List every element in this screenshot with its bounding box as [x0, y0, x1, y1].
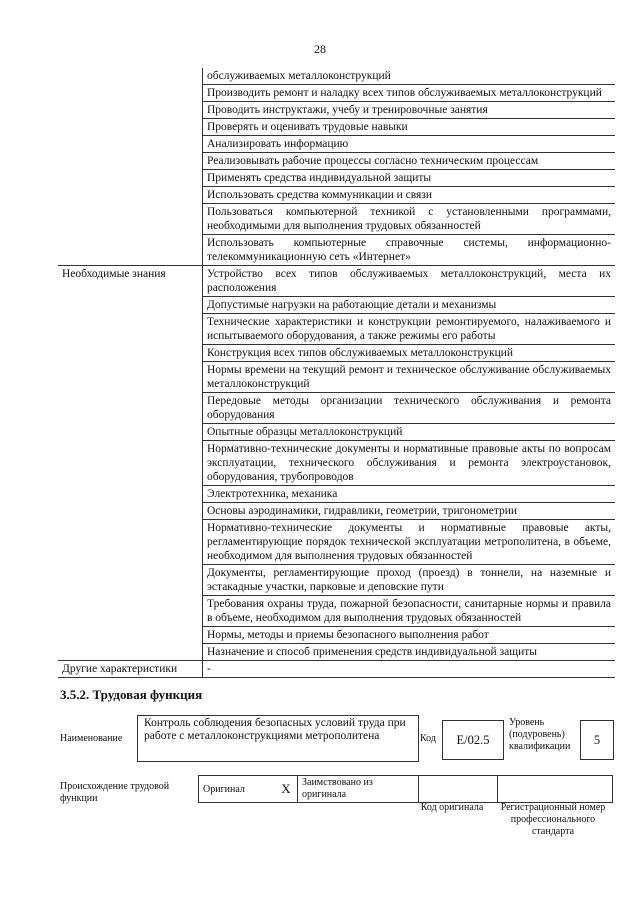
row-item-cell: Основы аэродинамики, гидравлики, геометрии, тригонометрии	[203, 503, 616, 520]
row-item-cell: Нормы времени на текущий ремонт и техническое обслуживание обслуживаемых металлоконструкций	[203, 362, 616, 393]
row-item-cell: Опытные образцы металлоконструкций	[203, 424, 616, 441]
row-item-cell: обслуживаемых металлоконструкций	[203, 68, 616, 85]
row-label-cell	[58, 520, 203, 565]
row-label-cell	[58, 644, 203, 661]
table-row	[58, 627, 615, 644]
row-item-cell: -	[203, 661, 616, 678]
table-row	[58, 266, 615, 297]
row-item-cell: Применять средства индивидуальной защиты	[203, 170, 616, 187]
table-row	[58, 119, 615, 136]
row-item-cell: Реализовывать рабочие процессы согласно техническим процессам	[203, 153, 616, 170]
row-item-cell: Документы, регламентирующие проход (проезд) в тоннели, на наземные и эстакадные участки, парковые и деповские пути	[203, 565, 616, 596]
row-item-cell: Нормативно-технические документы и нормативные правовые акты по вопросам эксплуатации, технического обслуживания и ремонта электроустановок, оборудования, трубопроводов	[203, 441, 616, 486]
table-row	[58, 503, 615, 520]
table-row	[58, 314, 615, 345]
row-label-cell	[58, 362, 203, 393]
row-item-cell: Нормативно-технические документы и нормативные правовые акты, регламентирующие порядок технической эксплуатации метрополитена, в объеме, необходимом для выполнения трудовых обязанностей	[203, 520, 616, 565]
row-label-cell	[58, 153, 203, 170]
qualification-level: 5	[580, 720, 614, 760]
table-row	[58, 85, 615, 102]
row-label-cell	[58, 119, 203, 136]
row-label-cell	[58, 170, 203, 187]
registration-number-cell	[498, 776, 613, 803]
row-label-cell	[58, 441, 203, 486]
row-item-cell: Проверять и оценивать трудовые навыки	[203, 119, 616, 136]
table-row	[58, 644, 615, 661]
table-row	[58, 68, 615, 85]
registration-number-caption: Регистрационный номер профессионального стандарта	[500, 802, 606, 837]
table-row	[58, 565, 615, 596]
row-label-cell	[58, 565, 203, 596]
row-item-cell: Конструкция всех типов обслуживаемых металлоконструкций	[203, 345, 616, 362]
table-row	[58, 345, 615, 362]
row-item-cell: Требования охраны труда, пожарной безопасности, санитарные нормы и правила в объеме, необходимом для выполнения трудовых обязанностей	[203, 596, 616, 627]
row-label-cell	[58, 486, 203, 503]
table-row	[58, 170, 615, 187]
table-row	[58, 596, 615, 627]
table-row	[58, 424, 615, 441]
original-code-caption: Код оригинала	[420, 802, 484, 813]
origin-label: Происхождение трудовой функции	[60, 781, 170, 804]
row-label-cell	[58, 102, 203, 119]
function-code-label: Код	[420, 733, 436, 744]
row-label-cell	[58, 297, 203, 314]
table-row	[58, 393, 615, 424]
row-label-cell	[58, 136, 203, 153]
row-label-cell	[58, 424, 203, 441]
row-label-cell	[58, 393, 203, 424]
table-row	[58, 136, 615, 153]
table-row	[58, 297, 615, 314]
table-row	[58, 204, 615, 235]
function-code: E/02.5	[442, 720, 504, 760]
table-row	[58, 441, 615, 486]
row-label-cell	[58, 627, 203, 644]
section-title: 3.5.2. Трудовая функция	[60, 687, 203, 702]
table-row	[58, 187, 615, 204]
table-row	[58, 520, 615, 565]
row-label-cell	[58, 503, 203, 520]
row-label-cell	[58, 85, 203, 102]
row-item-cell: Нормы, методы и приемы безопасного выполнения работ	[203, 627, 616, 644]
table-row	[58, 362, 615, 393]
row-label-cell	[58, 187, 203, 204]
row-item-cell: Использовать компьютерные справочные системы, информационно-телекоммуникационную сеть «Интернет»	[203, 235, 616, 266]
row-item-cell: Допустимые нагрузки на работающие детали и механизмы	[203, 297, 616, 314]
row-item-cell: Назначение и способ применения средств индивидуальной защиты	[203, 644, 616, 661]
row-item-cell: Анализировать информацию	[203, 136, 616, 153]
function-name-label: Наименование	[60, 733, 123, 744]
row-item-cell: Проводить инструктажи, учебу и тренировочные занятия	[203, 102, 616, 119]
row-label-cell	[58, 235, 203, 266]
page-number: 28	[314, 42, 326, 56]
origin-table	[198, 775, 613, 803]
row-item-cell: Устройство всех типов обслуживаемых металлоконструкций, места их расположения	[203, 266, 616, 297]
table-row	[58, 235, 615, 266]
table-row	[58, 486, 615, 503]
table-row	[58, 102, 615, 119]
row-label-cell	[58, 345, 203, 362]
table-row	[58, 153, 615, 170]
row-label-cell: Необходимые знания	[58, 266, 203, 297]
row-label-cell	[58, 314, 203, 345]
table-row	[58, 661, 615, 678]
row-label-cell	[58, 204, 203, 235]
original-label: Оригинал	[199, 776, 276, 803]
row-label-cell: Другие характеристики	[58, 661, 203, 678]
row-item-cell: Электротехника, механика	[203, 486, 616, 503]
row-label-cell	[58, 596, 203, 627]
original-mark: X	[275, 776, 298, 803]
borrowed-label: Заимствовано из оригинала	[298, 776, 419, 803]
row-item-cell: Технические характеристики и конструкции ремонтируемого, налаживаемого и испытываемого оборудования, а также режимы его работы	[203, 314, 616, 345]
row-item-cell: Использовать средства коммуникации и связи	[203, 187, 616, 204]
function-name: Контроль соблюдения безопасных условий труда при работе с металлоконструкциями метрополитена	[137, 715, 419, 762]
row-item-cell: Пользоваться компьютерной техникой с установленными программами, необходимыми для выполнения трудовых обязанностей	[203, 204, 616, 235]
original-code-cell	[419, 776, 498, 803]
row-label-cell	[58, 68, 203, 85]
qualification-level-label: Уровень (подуровень) квалификации	[509, 717, 571, 752]
row-item-cell: Передовые методы организации технического обслуживания и ремонта оборудования	[203, 393, 616, 424]
requirements-table	[58, 68, 615, 678]
row-item-cell: Производить ремонт и наладку всех типов обслуживаемых металлоконструкций	[203, 85, 616, 102]
